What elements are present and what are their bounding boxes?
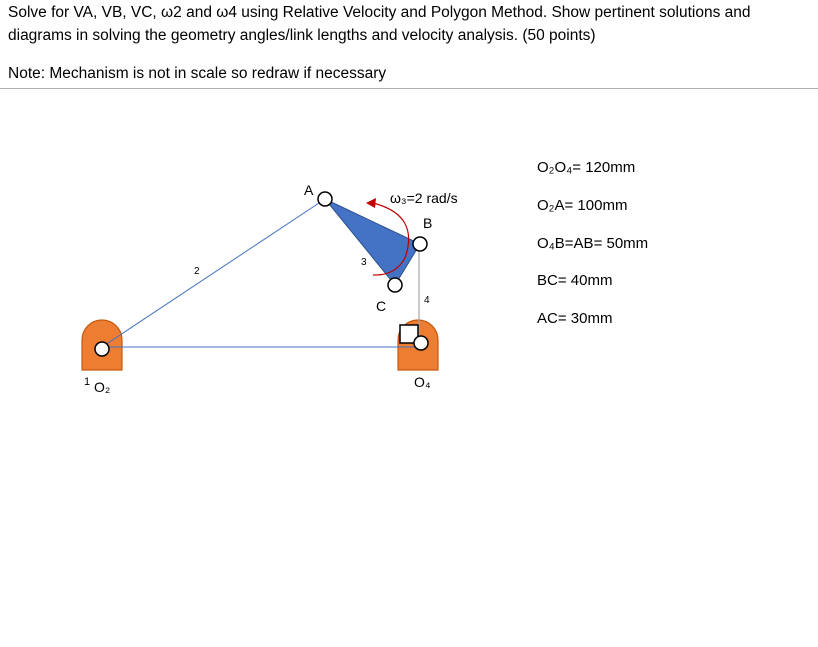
joint-a bbox=[318, 192, 332, 206]
dimension-ac: AC= 30mm bbox=[537, 310, 613, 327]
link-3-triangle bbox=[325, 199, 420, 285]
joint-c bbox=[388, 278, 402, 292]
label-link-3: 3 bbox=[361, 257, 367, 268]
label-link-1: 1 bbox=[84, 376, 91, 388]
label-c: C bbox=[376, 298, 387, 314]
dimension-o2a: O₂A= 100mm bbox=[537, 197, 628, 214]
dimension-o4b-ab: O₄B=AB= 50mm bbox=[537, 235, 649, 252]
omega3-arrowhead bbox=[366, 198, 376, 208]
label-a: A bbox=[304, 182, 314, 198]
label-link-4: 4 bbox=[424, 295, 430, 306]
problem-statement: Solve for VA, VB, VC, ω2 and ω4 using Relative Velocity and Polygon Method. Show pertinent solutions and diagrams in solving the geometry angles/link lengths and velocity analysis. (50 points) bbox=[8, 4, 751, 44]
dimension-o2o4: O₂O₄= 120mm bbox=[537, 159, 636, 176]
joint-o4 bbox=[414, 336, 428, 350]
label-b: B bbox=[423, 215, 433, 231]
label-link-2: 2 bbox=[194, 266, 200, 277]
joint-o2 bbox=[95, 342, 109, 356]
joint-b bbox=[413, 237, 427, 251]
link-2 bbox=[102, 199, 325, 347]
label-omega3: ω₃=2 rad/s bbox=[390, 190, 458, 206]
label-o2: O₂ bbox=[94, 379, 111, 395]
label-o4: O₄ bbox=[414, 374, 431, 390]
dimension-bc: BC= 40mm bbox=[537, 272, 613, 289]
note-text: Note: Mechanism is not in scale so redraw if necessary bbox=[8, 65, 387, 82]
dimension-list bbox=[537, 159, 648, 327]
